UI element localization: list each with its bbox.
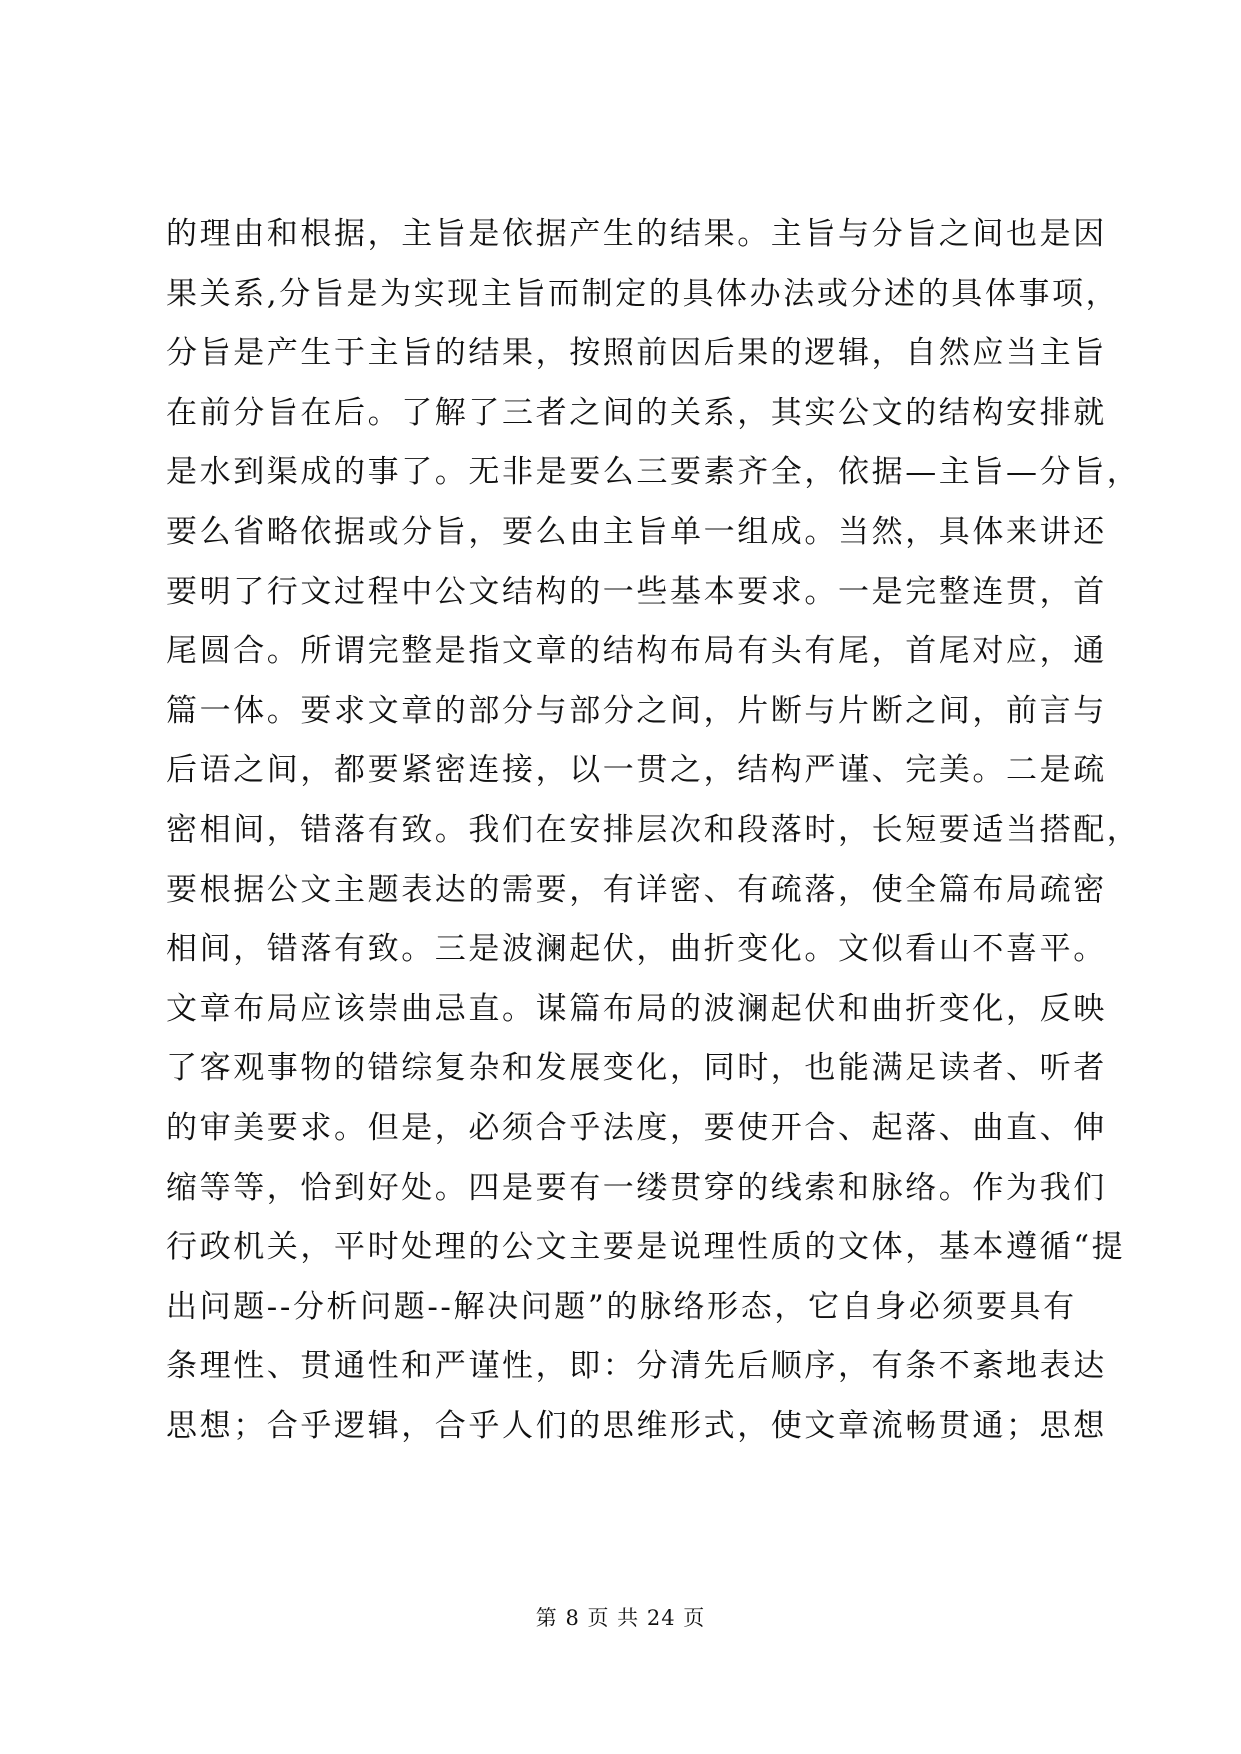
- text-line: 条理性、贯通性和严谨性，即：分清先后顺序，有条不紊地表达: [166, 1348, 1107, 1385]
- body-text: [166, 205, 1141, 1456]
- text-line: 行政机关，平时处理的公文主要是说理性质的文体，基本遵循“提: [166, 1229, 1126, 1266]
- text-line: 要么省略依据或分旨，要么由主旨单一组成。当然，具体来讲还: [166, 513, 1107, 550]
- text-line: 要明了行文过程中公文结构的一些基本要求。一是完整连贯，首: [166, 573, 1107, 610]
- text-line: 密相间，错落有致。我们在安排层次和段落时，长短要适当搭配，: [166, 811, 1141, 848]
- text-line: 果关系,分旨是为实现主旨而制定的具体办法或分述的具体事项，: [166, 275, 1120, 312]
- text-line: 出问题--分析问题--解决问题”的脉络形态，它自身必须要具有: [166, 1288, 1077, 1325]
- text-line: 思想；合乎逻辑，合乎人们的思维形式，使文章流畅贯通；思想: [166, 1407, 1107, 1444]
- text-line: 的理由和根据，主旨是依据产生的结果。主旨与分旨之间也是因: [166, 216, 1107, 252]
- text-line: 分旨是产生于主旨的结果，按照前因后果的逻辑，自然应当主旨: [166, 335, 1107, 372]
- text-line: 是水到渠成的事了。无非是要么三要素齐全，依据—主旨—分旨，: [166, 454, 1141, 491]
- text-line: 在前分旨在后。了解了三者之间的关系，其实公文的结构安排就: [166, 394, 1107, 431]
- text-line: 要根据公文主题表达的需要，有详密、有疏落，使全篇布局疏密: [166, 871, 1107, 908]
- text-line: 相间，错落有致。三是波澜起伏，曲折变化。文似看山不喜平。: [166, 931, 1107, 968]
- text-line: 的审美要求。但是，必须合乎法度，要使开合、起落、曲直、伸: [166, 1109, 1107, 1146]
- text-line: 后语之间，都要紧密连接，以一贯之，结构严谨、完美。二是疏: [166, 752, 1107, 789]
- text-line: 了客观事物的错综复杂和发展变化，同时，也能满足读者、听者: [166, 1050, 1107, 1087]
- page-number-footer: 第 8 页 共 24 页: [535, 1606, 706, 1630]
- text-line: 文章布局应该崇曲忌直。谋篇布局的波澜起伏和曲折变化，反映: [166, 990, 1107, 1027]
- text-line: 缩等等，恰到好处。四是要有一缕贯穿的线索和脉络。作为我们: [166, 1169, 1107, 1206]
- text-line: 篇一体。要求文章的部分与部分之间，片断与片断之间，前言与: [166, 692, 1107, 729]
- text-line: 尾圆合。所谓完整是指文章的结构布局有头有尾，首尾对应，通: [166, 633, 1107, 670]
